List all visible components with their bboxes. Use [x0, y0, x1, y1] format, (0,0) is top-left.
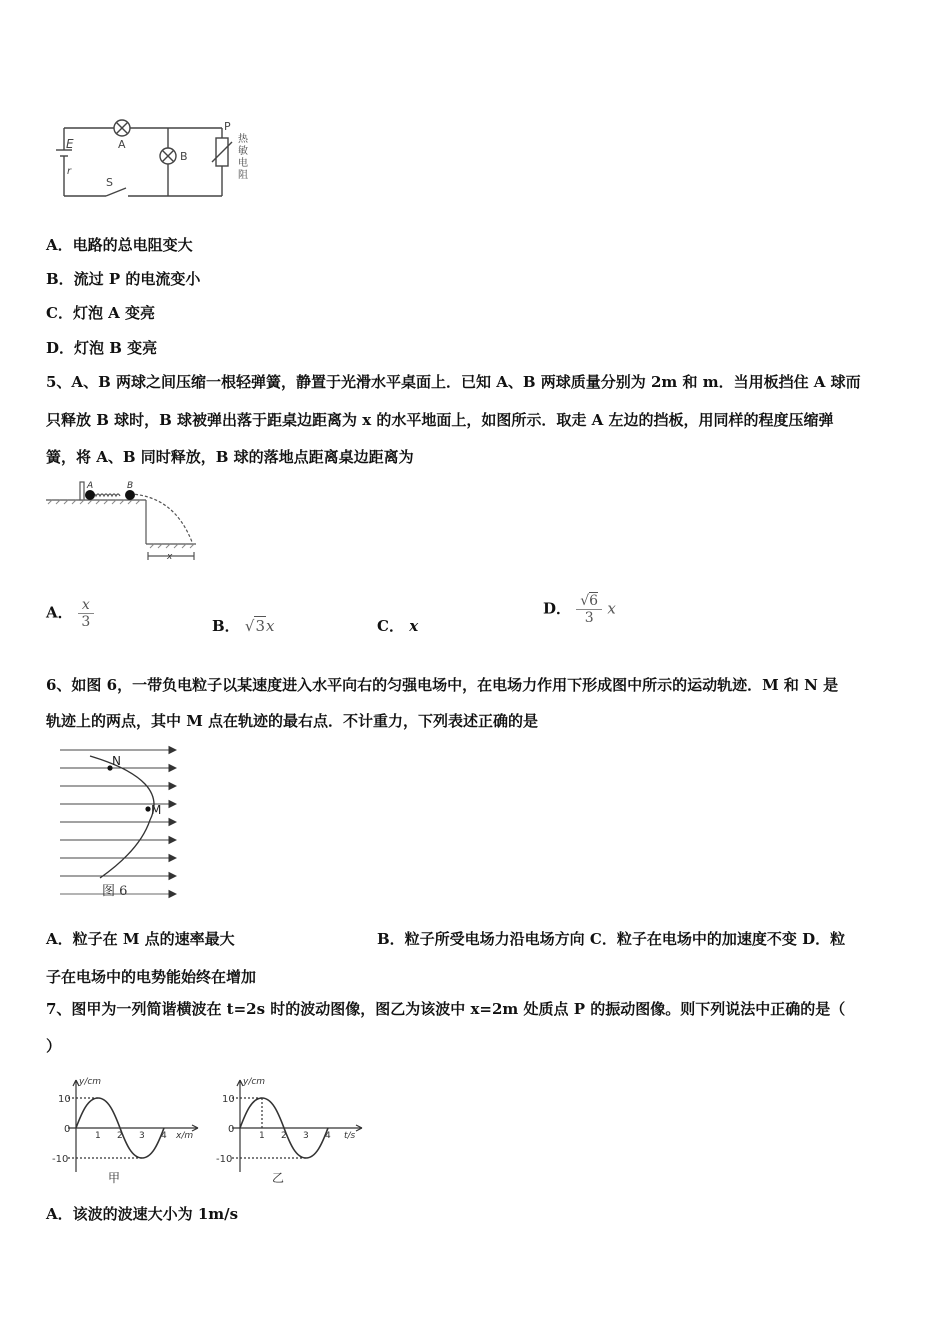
q6-option-a: A．粒子在 M 点的速率最大 — [46, 930, 235, 948]
q5-option-d-var: x — [607, 599, 616, 618]
q5-option-a-numerator: x — [81, 597, 90, 613]
q5-option-b — [212, 615, 275, 636]
jia-y-top: 10 — [58, 1094, 71, 1105]
point-m — [145, 806, 150, 811]
q5-option-a-label: A． — [46, 603, 73, 622]
q5-option-d-label: D． — [543, 599, 572, 618]
jia-tick-3: 3 — [139, 1131, 145, 1141]
yi-tick-2: 2 — [281, 1131, 287, 1141]
jia-tick-1: 1 — [95, 1131, 101, 1141]
q7-option-a: A．该波的波速大小为 1m/s — [46, 1205, 239, 1223]
q5-line-2: 只释放 B 球时，B 球被弹出落于距桌边距离为 x 的水平地面上，如图所示．取走 A 左边的挡板，用同样的程度压缩弹 — [46, 411, 834, 429]
jia-y-zero: 0 — [64, 1124, 71, 1135]
q4-option-a: A．电路的总电阻变大 — [46, 236, 193, 254]
q5-option-a-denominator: 3 — [81, 614, 91, 630]
q5-option-b-radicand: 3 — [255, 617, 266, 635]
jia-tick-2: 2 — [117, 1131, 123, 1141]
yi-caption: 乙 — [272, 1171, 285, 1184]
ball-b-label: B — [127, 481, 134, 491]
figure-6-caption: 图 6 — [102, 884, 128, 899]
thermistor-label-4: 阻 — [238, 170, 248, 181]
q5-option-b-label: B． — [212, 617, 240, 635]
q6-options-line-1 — [46, 929, 846, 949]
thermistor-label-1: 热 — [238, 134, 248, 145]
q7-line-2: ） — [46, 1037, 62, 1055]
q6-line-1: 6、如图 6，一带负电粒子以某速度进入水平向右的匀强电场中，在电场力作用下形成图中所示的运动轨迹．M 和 N 是 — [46, 676, 839, 694]
q5-option-b-sqrt: √3x — [244, 617, 275, 635]
ball-a — [85, 490, 95, 500]
jia-tick-4: 4 — [161, 1131, 167, 1141]
distance-label: x — [167, 552, 173, 562]
yi-tick-3: 3 — [303, 1131, 309, 1141]
jia-xlabel: x/m — [176, 1131, 194, 1141]
q5-option-d-fraction: $\frac{√6}{3}$ — [576, 593, 602, 626]
jia-ylabel: y/cm — [79, 1077, 102, 1087]
source-label: E — [66, 137, 74, 151]
resistor-p-label: P — [224, 120, 231, 133]
switch-label: S — [106, 176, 113, 189]
q6-options-line-2: 子在电场中的电势能始终在增加 — [46, 968, 257, 986]
q6-options-rest: B．粒子所受电场力沿电场方向 C．粒子在电场中的加速度不变 D．粒 — [377, 930, 846, 948]
q5-line-3: 簧，将 A、B 同时释放，B 球的落地点距离桌边距离为 — [46, 448, 414, 466]
yi-ylabel: y/cm — [243, 1077, 266, 1087]
yi-xlabel: t/s — [344, 1131, 356, 1141]
ball-a-label: A — [87, 481, 94, 491]
jia-caption: 甲 — [108, 1171, 121, 1184]
lamp-a-label: A — [118, 138, 126, 151]
circuit-figure — [44, 100, 264, 210]
yi-tick-4: 4 — [325, 1131, 331, 1141]
vibration-graph-yi — [212, 1072, 372, 1184]
q5-option-a — [46, 597, 94, 630]
electric-field-figure — [60, 740, 190, 900]
q5-option-c-value: x — [409, 617, 419, 635]
spring-table-figure — [44, 478, 204, 564]
yi-y-bottom: -10 — [216, 1154, 233, 1165]
thermistor-label-3: 电 — [238, 158, 248, 169]
jia-y-bottom: -10 — [52, 1154, 69, 1165]
yi-y-zero: 0 — [228, 1124, 235, 1135]
q5-option-d-radicand: 6 — [589, 593, 599, 609]
q5-line-1: 5、A、B 两球之间压缩一根轻弹簧，静置于光滑水平桌面上．已知 A、B 两球质量分别为 2m 和 m．当用板挡住 A 球而 — [46, 373, 861, 391]
q5-option-d-denominator: 3 — [584, 610, 594, 626]
q5-option-d — [543, 593, 616, 626]
q5-option-c-label: C． — [377, 617, 404, 635]
thermistor-label-2: 敏 — [238, 146, 248, 157]
q5-option-c — [377, 615, 418, 636]
wave-graph-jia — [48, 1072, 208, 1184]
q4-option-d: D．灯泡 B 变亮 — [46, 339, 158, 357]
ball-b — [125, 490, 135, 500]
q5-option-b-var: x — [266, 617, 275, 635]
point-m-label: M — [151, 803, 162, 817]
q7-line-1: 7、图甲为一列简谐横波在 t=2s 时的波动图像，图乙为该波中 x=2m 处质点 P 的振动图像。则下列说法中正确的是（ — [46, 1000, 846, 1018]
q4-option-b: B．流过 P 的电流变小 — [46, 270, 201, 288]
q6-line-2: 轨迹上的两点，其中 M 点在轨迹的最右点．不计重力，下列表述正确的是 — [46, 712, 539, 730]
point-n-label: N — [112, 754, 121, 768]
internal-r-label: r — [67, 166, 72, 177]
yi-y-top: 10 — [222, 1094, 235, 1105]
q4-option-c: C．灯泡 A 变亮 — [46, 304, 156, 322]
yi-tick-1: 1 — [259, 1131, 265, 1141]
q5-option-a-fraction — [78, 597, 94, 630]
lamp-b-label: B — [180, 150, 188, 163]
